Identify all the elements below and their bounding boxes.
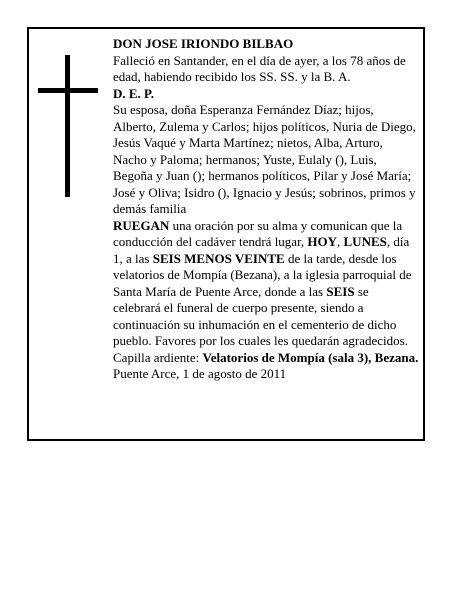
request-text-1: una oración por su alma y comunican que la conducción del cadáver tendrá lugar, — [113, 217, 403, 249]
lunes-label: LUNES — [343, 234, 387, 249]
chapel-line — [113, 350, 419, 367]
departure-time: SEIS MENOS VEINTE — [152, 250, 285, 266]
notice-text — [113, 36, 419, 383]
place-date: Puente Arce, 1 de agosto de 2011 — [113, 366, 287, 381]
rest-in-peace: D. E. P. — [113, 85, 155, 101]
request-text-3: de la tarde, desde los velatorios de Mompía (Bezana), a la iglesia parroquial de Santa María de Puente Arce, donde a las — [113, 250, 412, 299]
request-text-2: , día 1, a las — [113, 234, 410, 266]
cross-vertical-bar — [65, 55, 70, 197]
funeral-time: SEIS — [326, 283, 355, 299]
death-announcement: Falleció en Santander, en el día de ayer, a los 78 años de edad, habiendo recibido los SS. SS. y la B. A. — [113, 52, 406, 84]
chapel-label: Capilla ardiente: — [113, 349, 203, 365]
ruegan-label: RUEGAN — [113, 217, 170, 233]
request-text-4: se celebrará el funeral de cuerpo presente, siendo a continuación su inhumación en el cementerio de dicho pueblo. Favores por los cuales les quedarán agradecidos. — [113, 283, 408, 348]
chapel-place: Velatorios de Mompía (sala 3), Bezana. — [202, 349, 419, 365]
cross-icon — [38, 55, 98, 197]
deceased-name: DON JOSE IRIONDO BILBAO — [113, 36, 294, 51]
hoy-label: HOY — [307, 234, 338, 249]
request-comma: , — [337, 234, 344, 249]
cross-horizontal-bar — [38, 88, 98, 93]
family-list: Su esposa, doña Esperanza Fernández Díaz; hijos, Alberto, Zulema y Carlos; hijos políticos, Nuria de Diego, Jesús Vaqué y Marta Martínez; nietos, Alba, Arturo, Nacho y Paloma; hermanos; Yuste, Eulaly (), Luis, Begoña y Juan (); hermanos políticos, Pilar y José María; José y Oliva; Isidro (), Ignacio y Jesús; sobrinos, primos y demás familia — [113, 102, 416, 216]
funeral-request — [113, 218, 419, 350]
